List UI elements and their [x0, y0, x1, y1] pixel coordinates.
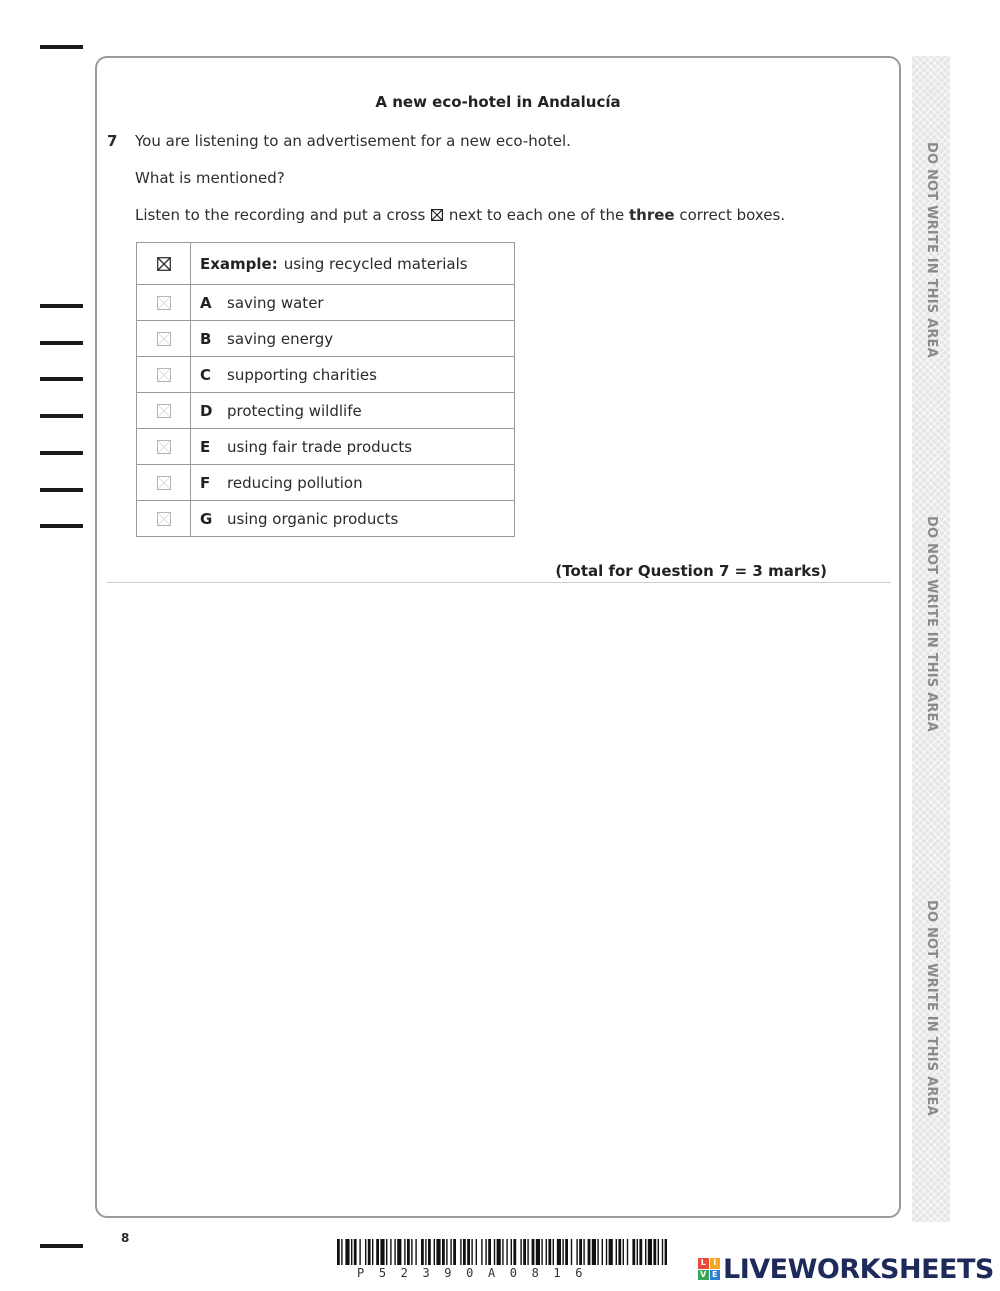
option-letter: E	[200, 437, 211, 456]
barcode-bar	[502, 1239, 503, 1265]
option-checkbox-e[interactable]	[137, 429, 191, 465]
barcode-bar	[497, 1239, 501, 1265]
empty-box-icon[interactable]	[157, 476, 171, 490]
barcode-bar	[553, 1239, 554, 1265]
option-letter: G	[200, 509, 213, 528]
barcode-bar	[616, 1239, 617, 1265]
option-letter: A	[200, 293, 212, 312]
option-letter: C	[200, 365, 212, 384]
liveworksheets-logo	[698, 1254, 994, 1284]
barcode-bar	[548, 1239, 551, 1265]
option-checkbox-d[interactable]	[137, 393, 191, 429]
barcode-bar	[627, 1239, 628, 1265]
barcode-bar	[511, 1239, 512, 1265]
barcode-bar	[588, 1239, 591, 1265]
barcode-bar	[397, 1239, 401, 1265]
logo-mark-letter: I	[710, 1258, 721, 1269]
barcode-bar	[527, 1239, 528, 1265]
barcode-bar	[546, 1239, 547, 1265]
option-text: saving energy	[227, 329, 334, 348]
option-checkbox-c[interactable]	[137, 357, 191, 393]
barcode-bar	[632, 1239, 635, 1265]
logo-mark-letter: E	[710, 1270, 721, 1281]
example-checkbox-cell	[137, 243, 191, 285]
barcode-bar	[337, 1239, 340, 1265]
registration-mark	[40, 45, 83, 49]
page-number: 8	[121, 1231, 130, 1245]
instruction	[135, 206, 785, 224]
barcode-bar	[562, 1239, 563, 1265]
example-text: using recycled materials	[283, 254, 468, 273]
barcode-bar	[481, 1239, 482, 1265]
question-number: 7	[107, 132, 118, 150]
barcode-bar	[407, 1239, 410, 1265]
barcode-bar	[390, 1239, 391, 1265]
barcode-bar	[428, 1239, 431, 1265]
barcode-bar	[557, 1239, 561, 1265]
empty-box-icon[interactable]	[157, 404, 171, 418]
logo-mark-letter: L	[698, 1258, 709, 1269]
barcode-bar	[576, 1239, 577, 1265]
barcode-bar	[394, 1239, 395, 1265]
barcode-bar	[658, 1239, 659, 1265]
barcode-bar	[532, 1239, 535, 1265]
option-text: supporting charities	[227, 365, 377, 384]
registration-mark	[40, 414, 83, 418]
option-row-a	[137, 285, 515, 321]
barcode-bar	[653, 1239, 656, 1265]
example-row	[137, 243, 515, 285]
options-table	[136, 242, 515, 537]
barcode-bar	[579, 1239, 582, 1265]
barcode-bar	[639, 1239, 642, 1265]
option-text: protecting wildlife	[227, 401, 362, 420]
registration-mark	[40, 341, 83, 345]
option-text: using organic products	[227, 509, 399, 528]
instruction-emphasis: three	[628, 206, 675, 224]
question-intro: You are listening to an advertisement for a new eco-hotel.	[135, 132, 571, 150]
barcode-bar	[415, 1239, 416, 1265]
checked-box-icon	[157, 257, 171, 271]
barcode-bar	[662, 1239, 663, 1265]
instruction-middle: next to each one of the	[448, 206, 625, 224]
registration-mark	[40, 488, 83, 492]
barcode-bar	[665, 1239, 667, 1265]
barcode-bar	[436, 1239, 440, 1265]
barcode-bar	[506, 1239, 507, 1265]
barcode-bar	[376, 1239, 379, 1265]
option-row-c	[137, 357, 515, 393]
option-checkbox-g[interactable]	[137, 501, 191, 537]
empty-box-icon[interactable]	[157, 368, 171, 382]
barcode-bar	[460, 1239, 461, 1265]
registration-mark	[40, 304, 83, 308]
example-label-cell	[191, 243, 515, 285]
barcode-bar	[372, 1239, 373, 1265]
barcode-bar	[609, 1239, 613, 1265]
option-text: reducing pollution	[227, 473, 363, 492]
barcode-bar	[571, 1239, 572, 1265]
barcode-bar	[368, 1239, 371, 1265]
barcode-bar	[446, 1239, 447, 1265]
empty-box-icon[interactable]	[157, 512, 171, 526]
barcode-bar	[404, 1239, 405, 1265]
barcode-bar	[565, 1239, 568, 1265]
barcode-text: P52390A0816	[357, 1266, 598, 1280]
barcode-bar	[618, 1239, 621, 1265]
barcode-bar	[380, 1239, 384, 1265]
option-text: using fair trade products	[227, 437, 413, 456]
barcode-bar	[453, 1239, 456, 1265]
barcode-bar	[592, 1239, 596, 1265]
empty-box-icon[interactable]	[157, 296, 171, 310]
instruction-start: Listen to the recording and put a cross	[135, 206, 426, 224]
barcode-bar	[541, 1239, 542, 1265]
registration-mark	[40, 451, 83, 455]
question-prompt: What is mentioned?	[135, 169, 285, 187]
question-total: (Total for Question 7 = 3 marks)	[555, 562, 827, 580]
registration-mark	[40, 377, 83, 381]
barcode-bar	[597, 1239, 598, 1265]
barcode-bar	[637, 1239, 638, 1265]
barcode-bar	[485, 1239, 486, 1265]
option-text: saving water	[227, 293, 324, 312]
logo-mark-icon	[698, 1258, 720, 1280]
barcode-bar	[606, 1239, 607, 1265]
option-letter: B	[200, 329, 212, 348]
barcode-bar	[602, 1239, 603, 1265]
option-row-f	[137, 465, 515, 501]
barcode	[337, 1239, 667, 1265]
option-row-d	[137, 393, 515, 429]
barcode-bar	[359, 1239, 360, 1265]
barcode-bar	[425, 1239, 426, 1265]
barcode-bar	[648, 1239, 652, 1265]
answer-frame	[95, 56, 901, 1218]
barcode-bar	[434, 1239, 435, 1265]
barcode-bar	[513, 1239, 516, 1265]
barcode-bar	[645, 1239, 646, 1265]
option-checkbox-f[interactable]	[137, 465, 191, 501]
barcode-bar	[623, 1239, 624, 1265]
cross-box-icon	[431, 209, 443, 221]
barcode-bar	[583, 1239, 584, 1265]
option-row-b	[137, 321, 515, 357]
registration-mark	[40, 1244, 83, 1248]
empty-box-icon[interactable]	[157, 332, 171, 346]
barcode-bar	[494, 1239, 495, 1265]
logo-text: LIVEWORKSHEETS	[723, 1253, 994, 1285]
barcode-bar	[442, 1239, 445, 1265]
barcode-bar	[520, 1239, 521, 1265]
barcode-bar	[421, 1239, 424, 1265]
registration-mark	[40, 524, 83, 528]
barcode-bar	[488, 1239, 491, 1265]
page-title: A new eco-hotel in Andalucía	[375, 93, 621, 111]
barcode-bar	[536, 1239, 540, 1265]
example-label: Example:	[200, 254, 278, 273]
logo-mark-letter: V	[698, 1270, 709, 1281]
option-row-g	[137, 501, 515, 537]
barcode-bar	[341, 1239, 342, 1265]
barcode-bar	[463, 1239, 466, 1265]
divider	[107, 582, 891, 583]
option-checkbox-b[interactable]	[137, 321, 191, 357]
barcode-bar	[467, 1239, 470, 1265]
option-letter: F	[200, 473, 211, 492]
barcode-bar	[351, 1239, 352, 1265]
empty-box-icon[interactable]	[157, 440, 171, 454]
barcode-bar	[386, 1239, 387, 1265]
barcode-bar	[354, 1239, 357, 1265]
barcode-bar	[411, 1239, 412, 1265]
barcode-bar	[471, 1239, 472, 1265]
barcode-bar	[476, 1239, 477, 1265]
barcode-bar	[523, 1239, 526, 1265]
barcode-bar	[365, 1239, 366, 1265]
option-letter: D	[200, 401, 213, 420]
instruction-end: correct boxes.	[679, 206, 786, 224]
barcode-bar	[450, 1239, 451, 1265]
barcode-bar	[345, 1239, 349, 1265]
option-checkbox-a[interactable]	[137, 285, 191, 321]
option-row-e	[137, 429, 515, 465]
